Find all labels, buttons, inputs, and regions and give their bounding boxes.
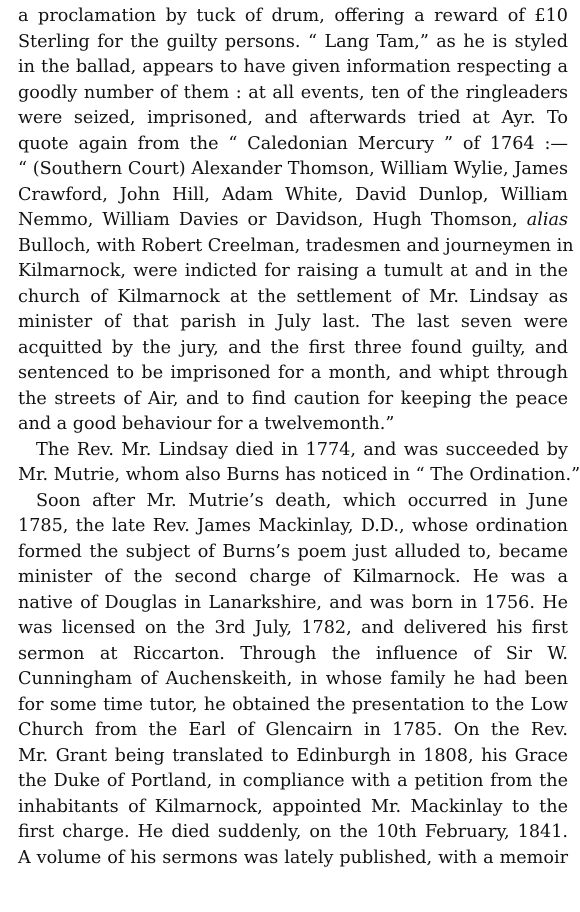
text-line: for some time tutor, he obtained the presentation to the Low xyxy=(18,694,568,715)
text-line: and a good behaviour for a twelvemonth.” xyxy=(18,414,395,434)
text-line: minister of the second charge of Kilmarnock. He was a xyxy=(18,567,568,587)
text-line: Mr. Grant being translated to Edinburgh in 1808, his Grace xyxy=(18,745,568,766)
text-line: acquitted by the jury, and the first three found guilty, and xyxy=(18,337,568,358)
text-line: a proclamation by tuck of drum, offering a reward of £10 xyxy=(18,6,568,26)
text-line: sermon at Riccarton. Through the influence of Sir W. xyxy=(18,643,568,664)
text-line: were seized, imprisoned, and afterwards tried at Ayr. To xyxy=(18,108,568,128)
text-line: 1785, the late Rev. James Mackinlay, D.D., whose ordination xyxy=(18,516,568,536)
text-line: first charge. He died suddenly, on the 10th February, 1841. xyxy=(18,822,568,842)
text-line: Sterling for the guilty persons. “ Lang Tam,” as he is styled xyxy=(18,31,568,52)
paragraph-start-line: The Rev. Mr. Lindsay died in 1774, and was succeeded by xyxy=(36,439,568,460)
text-line: goodly number of them : at all events, ten of the ringleaders xyxy=(18,82,568,103)
text-line: minister of that parish in July last. The last seven were xyxy=(18,312,568,332)
text-line: Mr. Mutrie, whom also Burns has noticed in “ The Ordination.” xyxy=(18,465,580,485)
text-line: “ (Southern Court) Alexander Thomson, William Wylie, James xyxy=(18,159,568,179)
text-line: in the ballad, appears to have given information respecting a xyxy=(18,57,568,77)
document-page xyxy=(18,0,580,871)
text-line: A volume of his sermons was lately published, with a memoir xyxy=(18,847,568,868)
text-line: native of Douglas in Lanarkshire, and was born in 1756. He xyxy=(18,592,568,613)
text-line: inhabitants of Kilmarnock, appointed Mr. Mackinlay to the xyxy=(18,796,568,817)
text-line: Cunningham of Auchenskeith, in whose family he had been xyxy=(18,669,568,689)
text-line: church of Kilmarnock at the settlement of Mr. Lindsay as xyxy=(18,286,568,307)
text-line: the Duke of Portland, in compliance with a petition from the xyxy=(18,771,568,791)
italic-word: alias xyxy=(526,210,568,230)
text-line: Church from the Earl of Glencairn in 1785. On the Rev. xyxy=(18,720,568,740)
text-line: Nemmo, William Davies or Davidson, Hugh Thomson, alias xyxy=(18,210,568,230)
text-line: formed the subject of Burns’s poem just alluded to, became xyxy=(18,541,568,562)
text-line: Bulloch, with Robert Creelman, tradesmen and journeymen in xyxy=(18,235,574,256)
text-line: quote again from the “ Caledonian Mercury ” of 1764 :— xyxy=(18,133,568,154)
paragraph-start-line: Soon after Mr. Mutrie’s death, which occurred in June xyxy=(36,490,568,511)
text-line: sentenced to be imprisoned for a month, and whipt through xyxy=(18,363,568,383)
text-line: Kilmarnock, were indicted for raising a tumult at and in the xyxy=(18,261,568,281)
text-line: Crawford, John Hill, Adam White, David Dunlop, William xyxy=(18,184,568,205)
text-line: was licensed on the 3rd July, 1782, and delivered his first xyxy=(18,618,568,638)
text-line: the streets of Air, and to find caution for keeping the peace xyxy=(18,388,568,409)
